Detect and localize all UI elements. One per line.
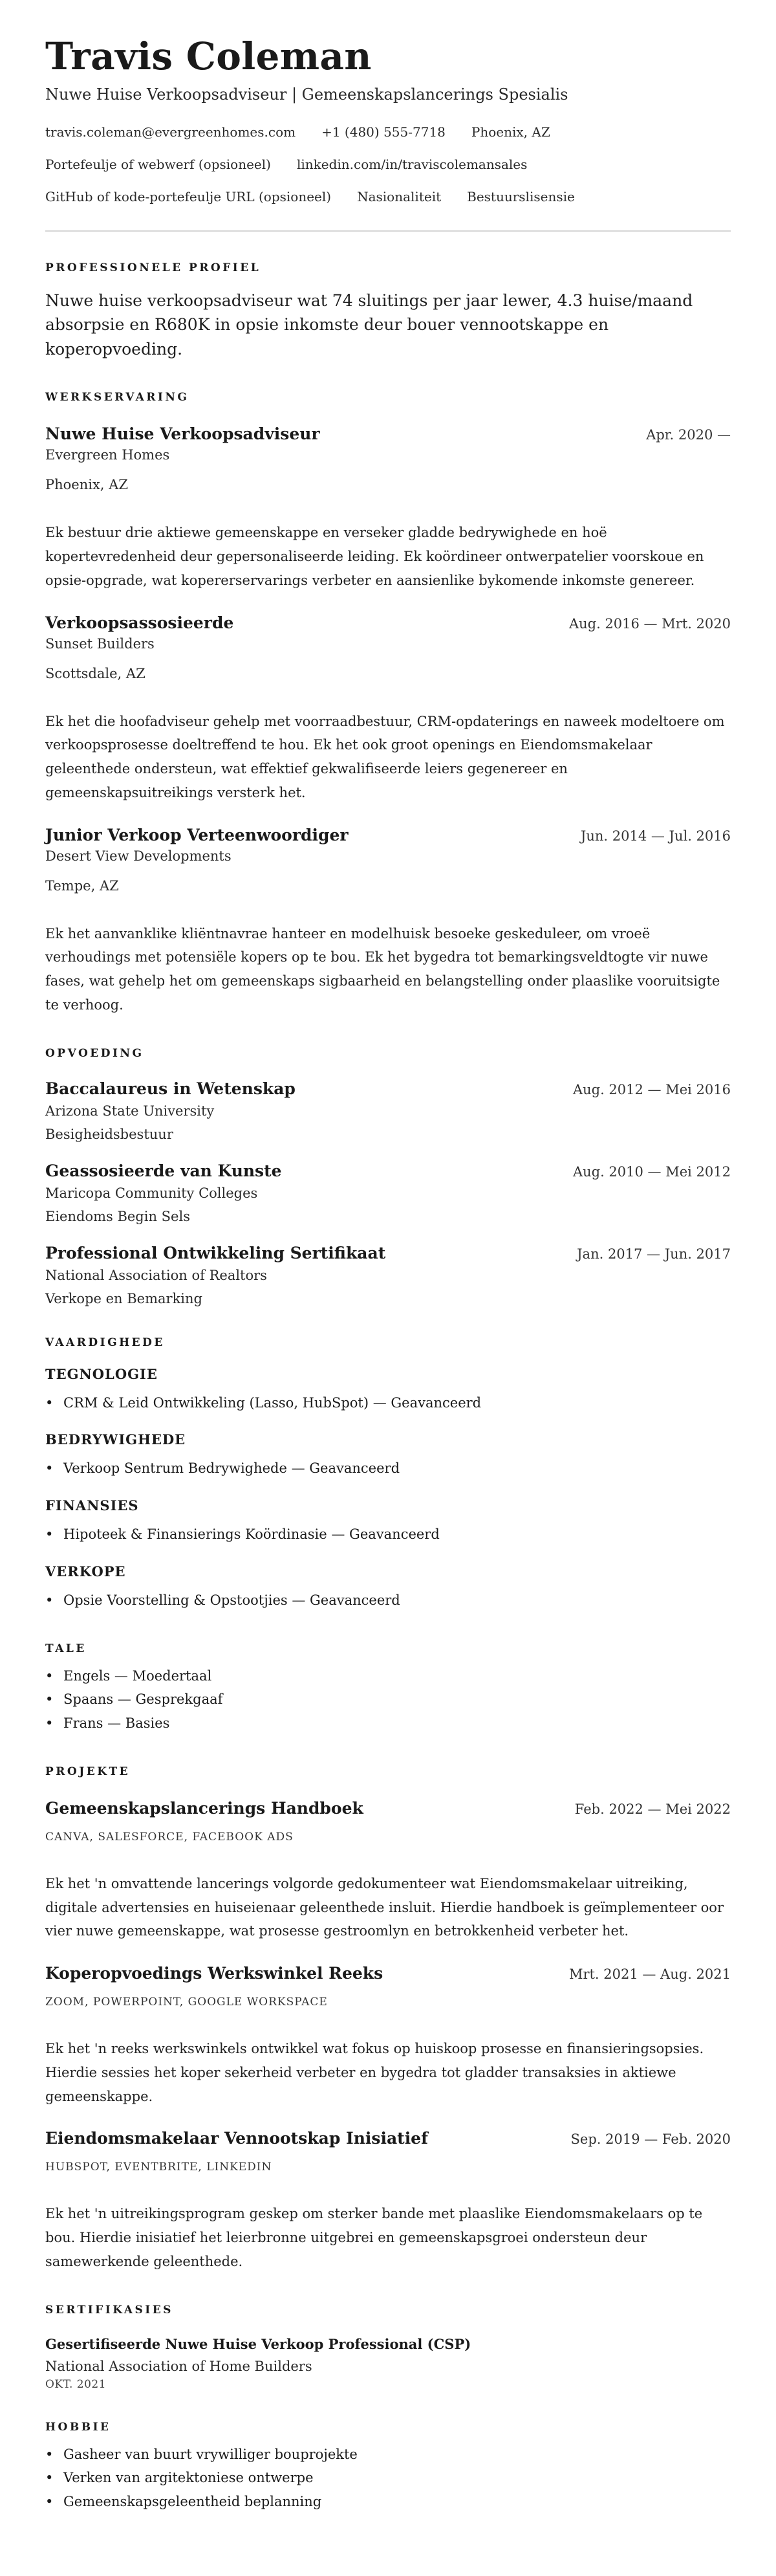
projects-section: [45, 1765, 731, 2274]
project-entry: [45, 2129, 731, 2273]
degree-title: Professional Ontwikkeling Sertifikaat: [45, 1243, 386, 1262]
experience-section: [45, 391, 731, 1017]
experience-entry: [45, 613, 731, 805]
project-title: Eiendomsmakelaar Vennootskap Inisiatief: [45, 2129, 428, 2148]
project-dates: Feb. 2022 — Mei 2022: [574, 1801, 731, 1817]
hobbies-section: [45, 2421, 731, 2514]
skill-list: [45, 1523, 731, 1547]
job-location: Phoenix, AZ: [45, 477, 128, 493]
section-title-experience: WERKSERVARING: [45, 391, 189, 404]
language-item: • Frans — Basies: [45, 1712, 731, 1735]
skill-list: [45, 1391, 731, 1415]
section-title-hobbies: HOBBIE: [45, 2420, 111, 2434]
project-entry: [45, 1964, 731, 2108]
languages-section: [45, 1642, 731, 1735]
hobby-item: • Gasheer van buurt vrywilliger bouprojekte: [45, 2443, 731, 2467]
study-field: Eiendoms Begin Sels: [45, 1208, 190, 1224]
job-location: Tempe, AZ: [45, 877, 119, 894]
job-dates: Aug. 2016 — Mrt. 2020: [568, 615, 731, 632]
education-dates: Jan. 2017 — Jun. 2017: [577, 1246, 731, 1262]
section-title-profile: PROFESSIONELE PROFIEL: [45, 261, 261, 274]
education-dates: Aug. 2010 — Mei 2012: [572, 1163, 731, 1180]
section-title-certifications: SERTIFIKASIES: [45, 2303, 173, 2317]
degree-title: Baccalaureus in Wetenskap: [45, 1079, 296, 1098]
study-field: Verkope en Bemarking: [45, 1290, 202, 1306]
job-company: Evergreen Homes: [45, 447, 170, 463]
section-title-education: OPVOEDING: [45, 1046, 144, 1060]
hobby-item: • Gemeenskapsgeleentheid beplanning: [45, 2490, 731, 2514]
job-dates: Jun. 2014 — Jul. 2016: [580, 828, 731, 844]
skill-category-title: TEGNOLOGIE: [45, 1365, 158, 1382]
section-title-skills: VAARDIGHEDE: [45, 1336, 165, 1349]
hobby-item: • Verken van argitektoniese ontwerpe: [45, 2466, 731, 2490]
school-name: National Association of Realtors: [45, 1267, 267, 1283]
skill-item: • Verkoop Sentrum Bedrywighede — Geavanceerd: [45, 1457, 731, 1481]
candidate-tagline: Nuwe Huise Verkoopsadviseur | Gemeenskapslancerings Spesialis: [45, 85, 568, 104]
phone-number[interactable]: +1 (480) 555-7718: [321, 124, 446, 140]
degree-title: Geassosieerde van Kunste: [45, 1161, 282, 1180]
hobby-list: [45, 2443, 731, 2514]
drivers-license: Bestuurslisensie: [467, 188, 575, 204]
project-description: Ek het 'n uitreikingsprogram geskep om sterker bande met plaaslike Eiendomsmakelaars op te bou. Hierdie inisiatief het leierbronne uitgebrei en gemeenskapsgroei ondersteun deur samewerkende geleenthede.: [45, 2206, 703, 2269]
email-link[interactable]: travis.coleman@evergreenhomes.com: [45, 124, 296, 140]
school-name: Maricopa Community Colleges: [45, 1185, 258, 1201]
job-title: Nuwe Huise Verkoopsadviseur: [45, 424, 320, 444]
experience-entry: [45, 826, 731, 1017]
job-company: Desert View Developments: [45, 848, 232, 864]
job-title: Junior Verkoop Verteenwoordiger: [45, 825, 349, 844]
certification-date: OKT. 2021: [45, 2377, 107, 2391]
experience-entry: [45, 424, 731, 592]
education-entry: [45, 1079, 731, 1142]
skills-section: [45, 1336, 731, 1613]
study-field: Besigheidsbestuur: [45, 1126, 173, 1142]
project-description: Ek het 'n omvattende lancerings volgorde gedokumenteer wat Eiendomsmakelaar uitreiking, digitale advertensies en huiseienaar geleenthede insluit. Hierdie handboek is geïmplementeer oor vier nuwe gemeenskappe, wat prosesse gestroomlyn en betrokkenheid verbeter het.: [45, 1875, 724, 1939]
skill-category-title: VERKOPE: [45, 1563, 126, 1580]
education-entry: [45, 1244, 731, 1306]
nationality: Nasionaliteit: [357, 188, 442, 204]
skill-list: [45, 1589, 731, 1613]
skill-list: [45, 1457, 731, 1481]
portfolio-link[interactable]: Portefeulje of webwerf (opsioneel): [45, 156, 271, 172]
project-dates: Sep. 2019 — Feb. 2020: [570, 2131, 731, 2148]
section-title-projects: PROJEKTE: [45, 1765, 131, 1778]
resume-header: [45, 36, 731, 204]
job-description: Ek het die hoofadviseur gehelp met voorraadbestuur, CRM-opdaterings en naweek modeltoere om verkoopsprosesse doeltreffend te hou. Ek het ook groot openings en Eiendomsmakelaar geleenthede ondersteun, wat effektief gekwalifiseerde leiers gegenereer en gemeenskapsuitreikings versterk het.: [45, 713, 725, 800]
language-list: [45, 1664, 731, 1735]
location: Phoenix, AZ: [471, 124, 550, 140]
candidate-name: Travis Coleman: [45, 34, 372, 78]
certification-issuer: National Association of Home Builders: [45, 2358, 312, 2374]
skill-item: • Opsie Voorstelling & Opstootjies — Geavanceerd: [45, 1589, 731, 1613]
certifications-section: [45, 2304, 731, 2391]
job-company: Sunset Builders: [45, 635, 155, 652]
project-description: Ek het 'n reeks werkswinkels ontwikkel wat fokus op huiskoop prosesse en finansieringsopsies. Hierdie sessies het koper sekerheid verbeter en bygedra tot gladder transaksies in aktiewe gemeenskappe.: [45, 2041, 704, 2104]
profile-summary: Nuwe huise verkoopsadviseur wat 74 sluitings per jaar lewer, 4.3 huise/maand absorpsie en R680K in opsie inkomste deur bouer vennootskappe en koperopvoeding.: [45, 291, 693, 358]
project-title: Koperopvoedings Werkswinkel Reeks: [45, 1964, 383, 1983]
skill-category-title: FINANSIES: [45, 1497, 139, 1514]
header-divider: [45, 230, 731, 232]
school-name: Arizona State University: [45, 1103, 215, 1119]
project-tools: HUBSPOT, EVENTBRITE, LINKEDIN: [45, 2161, 272, 2174]
contact-row-1: [45, 124, 731, 140]
skill-item: • Hipoteek & Finansierings Koördinasie — Geavanceerd: [45, 1523, 731, 1547]
section-title-languages: TALE: [45, 1642, 87, 1655]
education-section: [45, 1047, 731, 1306]
contact-row-2: [45, 157, 731, 172]
project-tools: ZOOM, POWERPOINT, GOOGLE WORKSPACE: [45, 1996, 328, 2009]
project-title: Gemeenskapslancerings Handboek: [45, 1798, 363, 1818]
skill-item: • CRM & Leid Ontwikkeling (Lasso, HubSpot) — Geavanceerd: [45, 1391, 731, 1415]
github-link[interactable]: GitHub of kode-portefeulje URL (opsioneel): [45, 188, 332, 204]
job-description: Ek bestuur drie aktiewe gemeenskappe en verseker gladde bedrywighede en hoë kopertevredenheid deur gepersonaliseerde leiding. Ek koördineer ontwerpatelier voorskoue en opsie-opgrade, wat kopererservarings verbeter en aansienlike bykomende inkomste genereer.: [45, 525, 704, 588]
certification-title: Gesertifiseerde Nuwe Huise Verkoop Professional (CSP): [45, 2335, 471, 2352]
education-dates: Aug. 2012 — Mei 2016: [572, 1081, 731, 1097]
project-tools: CANVA, SALESFORCE, FACEBOOK ADS: [45, 1830, 294, 1844]
project-entry: [45, 1799, 731, 1943]
contact-row-3: [45, 189, 731, 204]
skill-category-title: BEDRYWIGHEDE: [45, 1431, 186, 1448]
job-title: Verkoopsassosieerde: [45, 613, 234, 632]
project-dates: Mrt. 2021 — Aug. 2021: [568, 1966, 731, 1983]
linkedin-link[interactable]: linkedin.com/in/traviscolemansales: [296, 156, 528, 172]
profile-section: [45, 261, 731, 362]
language-item: • Spaans — Gesprekgaaf: [45, 1688, 731, 1712]
job-description: Ek het aanvanklike kliëntnavrae hanteer en modelhuisk besoeke geskeduleer, om vroeë verhoudings met potensiële kopers op te bou. Ek het bygedra tot bemarkingsveldtogte vir nuwe fases, wat gehelp het om gemeenskaps sigbaarheid en belangstelling onder plaaslike vooruitsigte te verhoog.: [45, 925, 720, 1013]
job-location: Scottsdale, AZ: [45, 665, 146, 681]
language-item: • Engels — Moedertaal: [45, 1664, 731, 1688]
education-entry: [45, 1161, 731, 1224]
job-dates: Apr. 2020 —: [646, 427, 731, 443]
